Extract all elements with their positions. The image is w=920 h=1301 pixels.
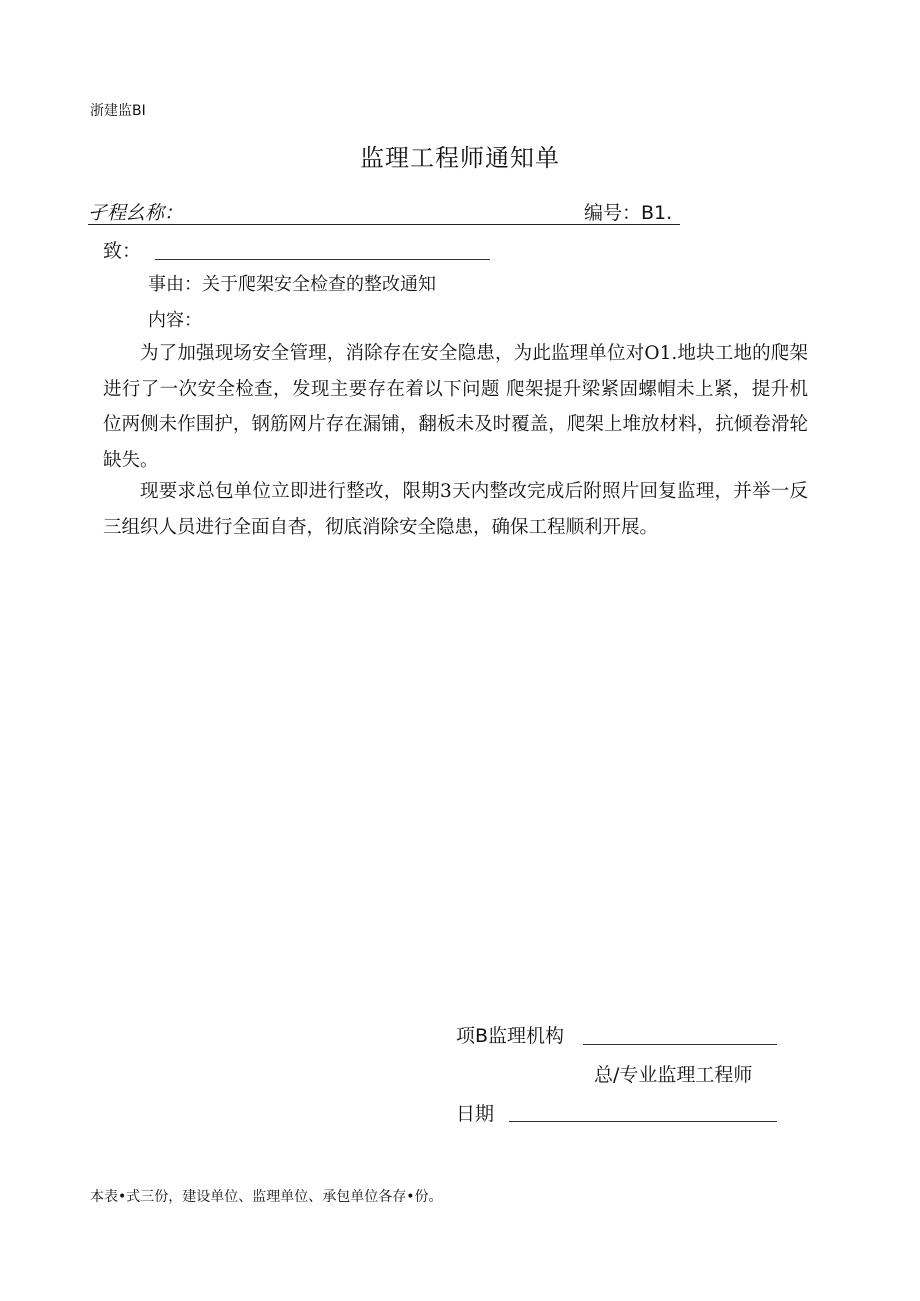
subject-line: 事由：关于爬架安全检查的整改通知 bbox=[148, 274, 436, 295]
project-name-label: 孑程幺称： bbox=[88, 202, 184, 224]
date-label: 日期 bbox=[456, 1103, 495, 1125]
project-row bbox=[88, 198, 680, 225]
body-paragraph: 为了加强现场安全管理，消除存在安全隐患，为此监理单位对O1.地块工地的爬架进行了一次安全检查，发现主要存在着以下问题 爬架提升梁紧固螺帽未上紧，提升机位两侧未作围护，钢筋网片存在漏铺，翻板未及时覆盖，爬架上堆放材料，抗倾卷滑轮缺失。 bbox=[103, 343, 808, 471]
footer-note: 本表•式三份，建设单位、监理单位、承包单位各存•份。 bbox=[90, 1189, 443, 1205]
supervision-org-blank-line bbox=[583, 1044, 777, 1045]
date-blank-line bbox=[509, 1121, 777, 1122]
supervision-org-label: 项B监理机构 bbox=[456, 1025, 565, 1047]
recipient-label: 致： bbox=[103, 240, 142, 262]
form-code: 浙建监BI bbox=[90, 103, 146, 119]
content-label: 内容： bbox=[148, 310, 202, 331]
engineer-signature-label: 总/专业监理工程师 bbox=[594, 1064, 753, 1086]
recipient-blank-line bbox=[155, 259, 490, 260]
document-number-label: 编号：B1. bbox=[584, 202, 673, 224]
page-title: 监理工程师通知单 bbox=[360, 144, 560, 172]
body-paragraph: 现要求总包单位立即进行整改，限期3天内整改完成后附照片回复监理，并举一反三组织人员进行全面自杳，彻底消除安全隐患，确保工程顺利开展。 bbox=[103, 481, 808, 538]
